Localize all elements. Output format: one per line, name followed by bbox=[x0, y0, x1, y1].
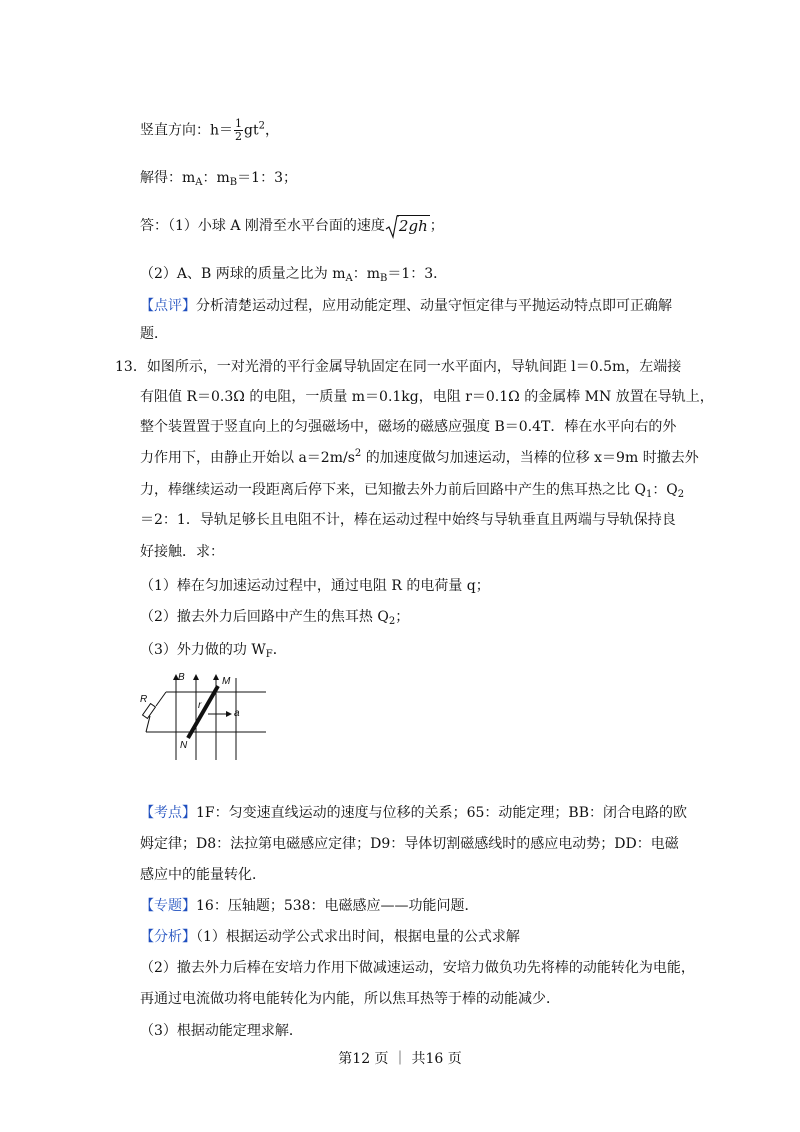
question-1-text: （1）棒在匀加速运动过程中，通过电阻 R 的电荷量 q； bbox=[140, 578, 490, 594]
sqrt-expression bbox=[385, 215, 430, 237]
accel-exponent: 2 bbox=[354, 448, 362, 459]
kaodian-text-2: 姆定律；D8：法拉第电磁感应定律；D9：导体切割磁感线时的感应电动势；DD：电磁 bbox=[140, 836, 679, 852]
answer-2-sub-a: A bbox=[345, 273, 353, 284]
problem-line-6 bbox=[140, 510, 676, 530]
question-2 bbox=[140, 607, 409, 627]
accel-arrow-icon bbox=[226, 711, 232, 717]
problem-line-7 bbox=[140, 542, 224, 562]
label-a: a bbox=[234, 708, 240, 719]
question-2-end: ； bbox=[395, 609, 410, 625]
fenxi-text-3: 再通过电流做功将电能转化为内能，所以焦耳热等于棒的动能减少． bbox=[140, 991, 560, 1007]
label-r: r bbox=[198, 700, 202, 711]
fenxi-line-4 bbox=[140, 1021, 303, 1041]
kaodian-text-3: 感应中的能量转化． bbox=[140, 867, 266, 883]
resistor-R bbox=[143, 704, 156, 719]
left-wire-top bbox=[156, 692, 166, 706]
fenxi-line-1 bbox=[140, 927, 520, 947]
problem-text-4a: 力作用下，由静止开始以 a＝2m/s bbox=[140, 450, 355, 466]
vertical-end: ， bbox=[265, 122, 279, 139]
question-3 bbox=[140, 640, 287, 660]
solve-line bbox=[140, 168, 297, 188]
problem-text-2: 有阻值 R＝0.3Ω 的电阻，一质量 m＝0.1kg，电阻 r＝0.1Ω 的金属棒 MN 放置在导轨上， bbox=[140, 389, 714, 405]
problem-line-4 bbox=[140, 448, 699, 468]
review-tag: 【点评】 bbox=[140, 298, 196, 314]
vertical-label: 竖直方向：h＝ bbox=[140, 122, 234, 139]
fenxi-line-3 bbox=[140, 989, 560, 1009]
answer-2-prefix: （2）A、B 两球的质量之比为 m bbox=[140, 266, 346, 282]
field-arrow-icon-2 bbox=[193, 674, 199, 680]
zhuanti-line bbox=[140, 896, 479, 916]
kaodian-tag: 【考点】 bbox=[140, 805, 196, 821]
vertical-equation bbox=[140, 118, 279, 143]
label-N: N bbox=[180, 740, 188, 751]
answer-1-end: ； bbox=[429, 218, 444, 234]
label-B: B bbox=[178, 672, 185, 683]
solve-mid: ：m bbox=[202, 170, 230, 186]
problem-line-1 bbox=[115, 357, 681, 377]
problem-text-5a: 力，棒继续运动一段距离后停下来，已知撤去外力前后回路中产生的焦耳热之比 Q bbox=[140, 482, 646, 498]
problem-text-4b: 的加速度做匀加速运动，当棒的位移 x＝9m 时撤去外 bbox=[361, 450, 699, 466]
vertical-exponent: 2 bbox=[258, 120, 265, 132]
solve-tail: ＝1：3； bbox=[237, 170, 297, 186]
answer-1-text: 答：（1）小球 A 刚滑至水平台面的速度 bbox=[140, 218, 385, 234]
zhuanti-text: 16：压轴题；538：电磁感应——功能问题． bbox=[196, 898, 479, 914]
question-2-subscript: 2 bbox=[388, 616, 396, 627]
answer-1 bbox=[140, 215, 444, 237]
question-3-end: ． bbox=[272, 642, 287, 658]
problem-text-1: 如图所示，一对光滑的平行金属导轨固定在同一水平面内，导轨间距 l＝0.5m，左端接 bbox=[146, 359, 682, 375]
question-3-subscript: F bbox=[265, 649, 273, 660]
answer-2-mid: ：m bbox=[352, 266, 380, 282]
kaodian-line-2 bbox=[140, 834, 679, 854]
fenxi-text-4: （3）根据动能定理求解． bbox=[140, 1023, 303, 1039]
fenxi-line-2 bbox=[140, 958, 695, 978]
fenxi-tag: 【分析】 bbox=[140, 929, 196, 945]
label-R: R bbox=[140, 694, 148, 705]
zhuanti-tag: 【专题】 bbox=[140, 898, 196, 914]
rod-MN bbox=[188, 686, 218, 738]
solve-prefix: 解得：m bbox=[140, 170, 196, 186]
problem-text-5b: ：Q bbox=[652, 482, 678, 498]
fraction-numerator: 1 bbox=[235, 117, 243, 130]
fraction-denominator: 2 bbox=[235, 130, 243, 143]
review-line-2 bbox=[140, 324, 168, 344]
fenxi-text-1: （1）根据运动学公式求出时间，根据电量的公式求解 bbox=[196, 929, 520, 945]
question-2-text: （2）撤去外力后回路中产生的焦耳热 Q bbox=[140, 609, 389, 625]
field-arrow-icon-3 bbox=[213, 674, 219, 680]
label-M: M bbox=[222, 676, 231, 687]
problem-text-6: ＝2：1．导轨足够长且电阻不计，棒在运动过程中始终与导轨垂直且两端与导轨保持良 bbox=[140, 512, 676, 528]
review-text-2: 题． bbox=[140, 326, 168, 342]
fraction bbox=[234, 118, 243, 143]
sqrt-sign-icon bbox=[385, 215, 399, 239]
vertical-tail: gt bbox=[244, 122, 259, 139]
kaodian-line-1 bbox=[140, 803, 687, 823]
q1-subscript: 1 bbox=[645, 489, 653, 500]
sqrt-body: 2gh bbox=[398, 217, 428, 235]
question-1 bbox=[140, 576, 490, 596]
question-3-text: （3）外力做的功 W bbox=[140, 642, 266, 658]
kaodian-text-1: 1F：匀变速直线运动的速度与位移的关系；65：动能定理；BB：闭合电路的欧 bbox=[196, 805, 688, 821]
review-text-1: 分析清楚运动过程，应用动能定理、动量守恒定律与平抛运动特点即可正确解 bbox=[196, 298, 672, 314]
problem-line-5 bbox=[140, 480, 684, 500]
review-line-1 bbox=[140, 296, 672, 316]
q2-subscript: 2 bbox=[677, 489, 685, 500]
rail-diagram bbox=[136, 670, 276, 770]
fenxi-text-2: （2）撤去外力后棒在安培力作用下做减速运动，安培力做负功先将棒的动能转化为电能， bbox=[140, 960, 695, 976]
subscript-a: A bbox=[195, 177, 203, 188]
problem-line-3 bbox=[140, 417, 676, 437]
problem-text-7: 好接触．求： bbox=[140, 544, 224, 560]
kaodian-line-3 bbox=[140, 865, 266, 885]
page-footer: 第12 页 ｜ 共16 页 bbox=[338, 1051, 462, 1067]
subscript-b: B bbox=[229, 177, 238, 188]
problem-text-3: 整个装置置于竖直向上的匀强磁场中，磁场的磁感应强度 B＝0.4T．棒在水平向右的外 bbox=[140, 419, 677, 435]
problem-number: 13． bbox=[115, 359, 147, 375]
answer-2-sub-b: B bbox=[380, 273, 388, 284]
answer-2-tail: ＝1：3． bbox=[387, 266, 448, 282]
problem-line-2 bbox=[140, 387, 714, 407]
answer-2 bbox=[140, 264, 447, 284]
